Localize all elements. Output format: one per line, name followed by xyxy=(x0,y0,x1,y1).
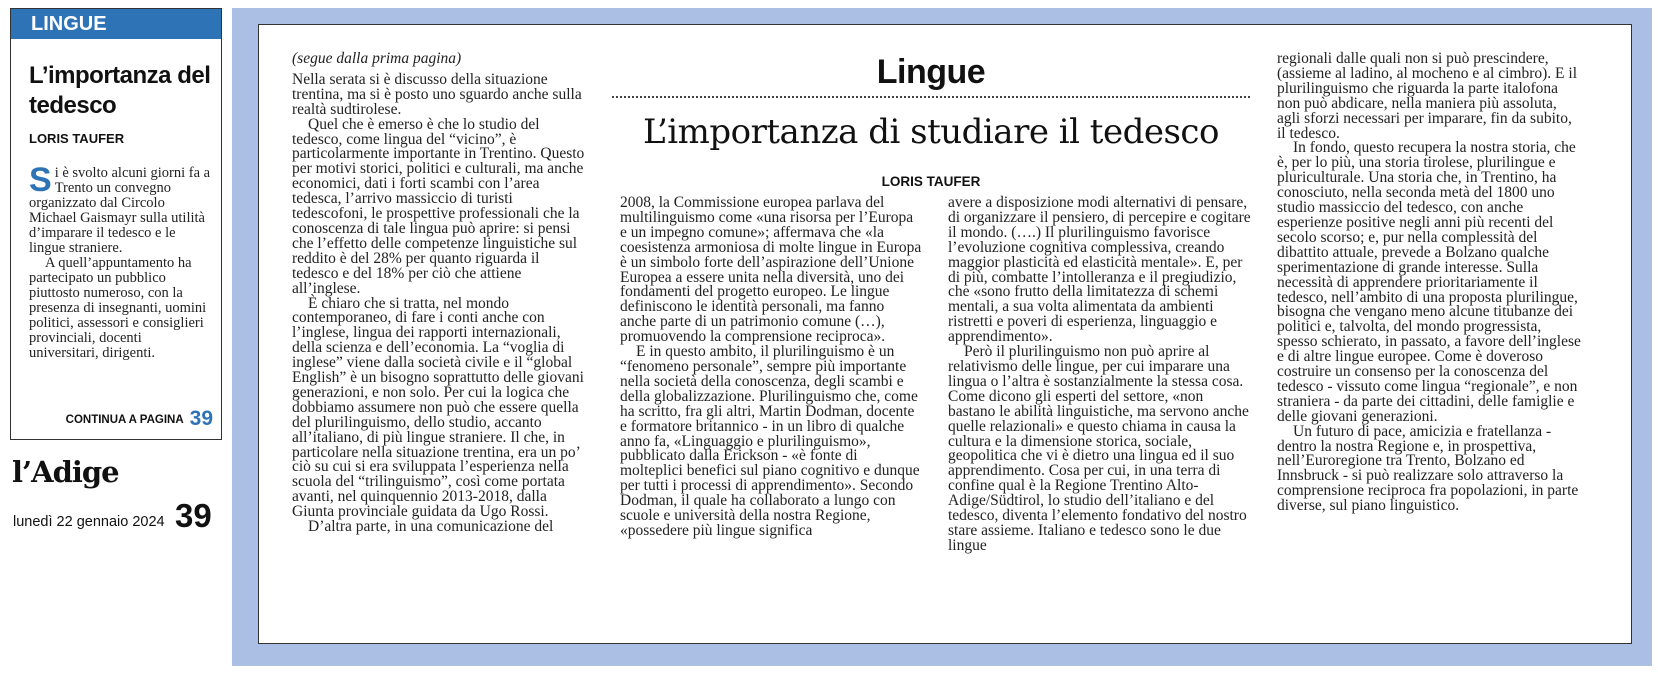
article-paragraph: avere a disposizione modi alternativi di pensare, di organizzare il pensiero, di percepire e cogitare il mondo. (….) Il plurilinguismo favorisce l’evoluzione cognitiva complessiva, creando maggior plasticità ed elasticità mentale». E, per di più, combatte l’intolleranza e il pregiudizio, che «sono frutto della limitatezza di schemi mentali, a sua volta alimentata da ambienti ristretti e poveri di esperienza, linguaggio e apprendimento». xyxy=(948,194,1251,346)
teaser-author: LORIS TAUFER xyxy=(29,131,125,146)
article-column-4 xyxy=(1277,52,1582,514)
teaser-section-label: LINGUE xyxy=(11,9,221,39)
article-column-2 xyxy=(620,196,922,539)
teaser-paragraph: A quell’appuntamento ha partecipato un pubblico piuttosto numeroso, con la presenza di insegnanti, uomini politici, assessori e consiglieri provinciali, docenti universitari, dirigenti. xyxy=(29,255,207,361)
teaser-paragraph: i è svolto alcuni giorni fa a Trento un convegno organizzato dal Circolo Michael Gaismayr sulla utilità d’imparare il tedesco e le lingue straniere. xyxy=(29,165,211,256)
newspaper-logo: l’Adige xyxy=(12,455,119,489)
article-byline: LORIS TAUFER xyxy=(881,174,981,189)
article-column-1 xyxy=(292,52,588,535)
article-paragraph: D’altra parte, in una comunicazione del xyxy=(308,518,554,536)
article-paragraph: regionali dalle quali non si può prescindere, (assieme al ladino, al mocheno e al cimbro). E il plurilinguismo che riguarda la parte italofona non può abdicare, nella maniera più assoluta, agli sforzi necessari per imparare, fin da subito, il tedesco. xyxy=(1277,50,1577,142)
teaser-body xyxy=(29,161,211,361)
article-headline: L’importanza di studiare il tedesco xyxy=(643,112,1219,152)
article-paragraph: Un futuro di pace, amicizia e fratellanza - dentro la nostra Regione e, in prospettiva, nell’Euroregione tra Trento, Bolzano ed Innsbruck - si può realizzare solo attraverso la comprensione reciproca fra popolazioni, in parte diverse, sul piano linguistico. xyxy=(1277,422,1579,515)
teaser-dropcap: S xyxy=(29,161,52,199)
continue-link[interactable] xyxy=(66,407,213,431)
front-page-teaser xyxy=(10,8,222,440)
article-paragraph: Quel che è emerso è che lo studio del tedesco, come lingua del “vicino”, è particolarmente importante in Trentino. Questo per motivi storici, politici e culturali, ma anche economici, dati i forti scambi con l’area tedesca, l’arrivo massiccio di turisti tedescofoni, le prospettive professionali che la conoscenza di tale lingua può aprire: si pensi che l’effetto delle competenze linguistiche sul reddito è del 28% per quanto riguarda il tedesco e del 18% per ciò che attiene all’inglese. xyxy=(292,115,585,297)
continue-label: CONTINUA A PAGINA xyxy=(65,414,184,426)
article-paragraph: E in questo ambito, il plurilinguismo è un “fenomeno personale”, sempre più importante nella società della conoscenza, degli scambi e della globalizzazione. Plurilinguismo che, come ha scritto, fra gli altri, Martin Dodman, docente e formatore britannico - in un libro di qualche anno fa, «Linguaggio e plurilinguismo», pubblicato dalla Erickson - «è fonte di molteplici benefici sul piano cognitivo e dunque per tutti i processi di apprendimento». Secondo Dodman, il quale ha collaborato a lungo con scuole e università della nostra Regione, «possedere più lingue significa xyxy=(620,343,920,539)
page-number: 39 xyxy=(175,497,212,534)
continue-page-number: 39 xyxy=(189,407,213,430)
article-paragraph: 2008, la Commissione europea parlava del multilinguismo come «una risorsa per l’Europa e un impegno comune»; affermava che «la coesistenza armoniosa di molte lingue in Europa è un simbolo forte dell’aspirazione dell’Unione Europea a essere unita nella diversità, uno dei fondamenti del progetto europeo. Le lingue definiscono le identità personali, ma fanno anche parte di un patrimonio comune (…), promuovendo la comprensione reciproca». xyxy=(620,194,922,346)
dotted-divider xyxy=(612,96,1250,98)
article-paragraph: Nella serata si è discusso della situazione trentina, ma si è posto uno sguardo anche sulla realtà sudtirolese. xyxy=(292,70,582,118)
issue-date: lunedì 22 gennaio 2024 xyxy=(13,514,165,530)
continuation-note: (segue dalla prima pagina) xyxy=(292,50,462,67)
article-column-3 xyxy=(948,196,1252,554)
article-paragraph: È chiaro che si tratta, nel mondo contemporaneo, di fare i conti anche con l’inglese, lingua dei rapporti internazionali, della scienza e dell’economia. La “voglia di inglese” viene dalla società civile e il “global English” è un bisogno soprattutto delle giovani generazioni, e non solo. Per cui la logica che dobbiamo assumere non può che essere quella del plurilinguismo, dello studio, accanto all’italiano, di più lingue straniere. Il che, in particolare nella situazione trentina, era un po’ ciò su cui si era sviluppata l’esperienza nella scuola del “trilinguismo”, così come portata avanti, nel quinquennio 2013-2018, dalla Giunta provinciale guidata da Ugo Rossi. xyxy=(292,294,584,521)
article-section: Lingue xyxy=(876,53,986,91)
article-paragraph: Però il plurilinguismo non può aprire al relativismo delle lingue, per cui imparare una lingua o l’altra è sostanzialmente la stessa cosa. Come dicono gli esperti del settore, «non bastano le abilità linguistiche, ma servono anche quelle relazionali» e questo chiama in causa la cultura e la dimensione storica, sociale, geopolitica che vi è dietro una lingua ed il suo apprendimento. Cosa per cui, in una terra di confine qual è la Regione Trentino Alto-Adige/Südtirol, lo studio dell’italiano e del tedesco, diventa l’elemento fondativo del nostro stare assieme. Italiano e tedesco sono le due lingue xyxy=(948,343,1249,554)
teaser-title: L’importanza del tedesco xyxy=(29,62,211,119)
article-paragraph: In fondo, questo recupera la nostra storia, che è, per lo più, una storia tirolese, plurilingue e pluriculturale. Una storia che, in Trentino, ha conosciuto, nella seconda metà del 1800 uno studio massiccio del tedesco, con anche esperienze positive negli anni più recenti del secolo scorso; e, pur nella complessità del dibattito attuale, prevede a Bolzano qualche sperimentazione di grande interesse. Sulla necessità di apprendere prioritariamente il tedesco, nell’ambito di una proposta plurilingue, bisogna che vengano meno alcune titubanze dei politici e, talvolta, del mondo progressista, spesso schierato, in passato, a favore dell’inglese e di altre lingue europee. Come è doveroso costruire un consenso per la conoscenza del tedesco - vissuto come lingua “regionale”, e non straniera - da parte dei cittadini, delle famiglie e delle giovani generazioni. xyxy=(1277,139,1581,425)
